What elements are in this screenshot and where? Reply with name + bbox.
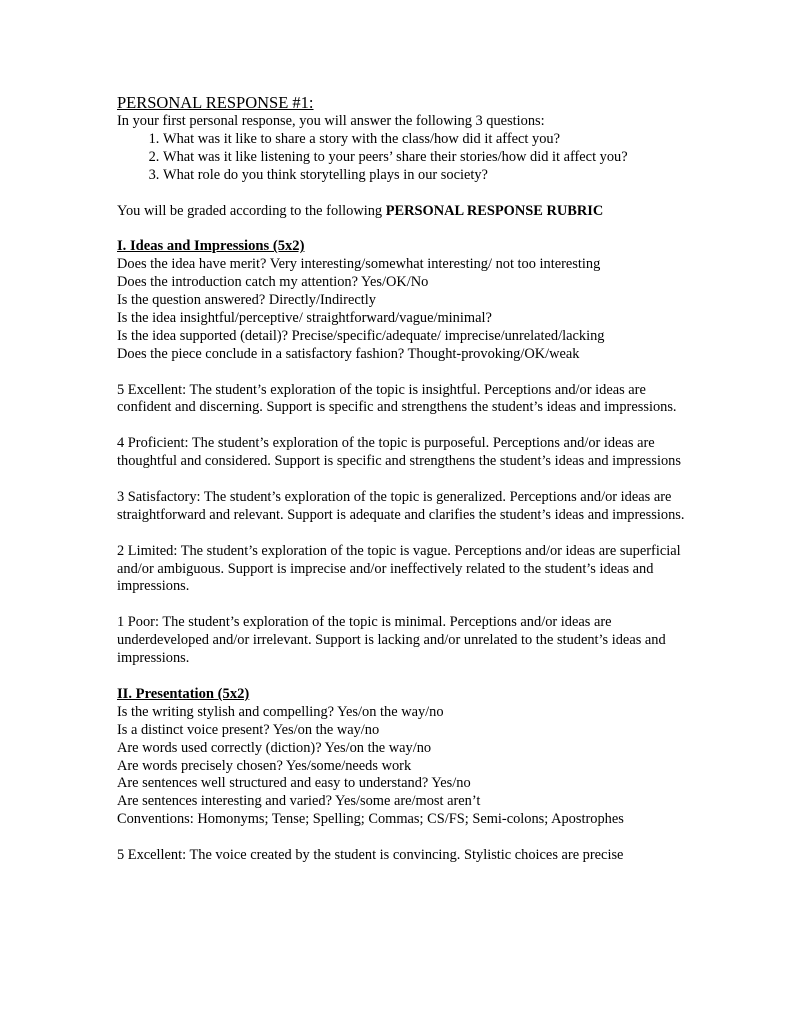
criterion-line: Is the writing stylish and compelling? Yes/on the way/no bbox=[117, 703, 444, 720]
criterion-line: Are sentences well structured and easy to understand? Yes/no bbox=[117, 775, 471, 792]
rubric-level-2: 2 Limited: The student’s exploration of the topic is vague. Perceptions and/or ideas are superficial and/or ambiguous. Support is imprecise and/or ineffectively related to the student’s ideas and impressions. bbox=[117, 542, 681, 595]
criterion-line: Is the question answered? Directly/Indirectly bbox=[117, 292, 376, 309]
criterion-line: Is the idea supported (detail)? Precise/specific/adequate/ imprecise/unrelated/lacking bbox=[117, 327, 605, 344]
criterion-line: Are sentences interesting and varied? Yes/some are/most aren’t bbox=[117, 793, 481, 810]
grading-statement bbox=[117, 203, 687, 221]
rubric-level-3: 3 Satisfactory: The student’s exploration of the topic is generalized. Perceptions and/or ideas are straightforward and relevant. Support is adequate and clarifies the student’s ideas and impressions. bbox=[117, 488, 685, 523]
criterion-line: Is a distinct voice present? Yes/on the way/no bbox=[117, 721, 380, 738]
rubric-level-1: 1 Poor: The student’s exploration of the topic is minimal. Perceptions and/or ideas are underdeveloped and/or irrelevant. Support is lacking and/or unrelated to the student’s ideas and impressions. bbox=[117, 614, 666, 667]
question-list bbox=[117, 131, 687, 185]
section-heading-presentation: II. Presentation (5x2) bbox=[117, 685, 250, 702]
criterion-line: Does the introduction catch my attention? Yes/OK/No bbox=[117, 274, 429, 291]
criterion-line: Is the idea insightful/perceptive/ straightforward/vague/minimal? bbox=[117, 309, 492, 326]
criterion-line: Conventions: Homonyms; Tense; Spelling; Commas; CS/FS; Semi-colons; Apostrophes bbox=[117, 811, 624, 828]
question-item: 3. What role do you think storytelling plays in our society? bbox=[163, 167, 687, 185]
document-page bbox=[117, 93, 687, 865]
grading-text: You will be graded according to the following bbox=[117, 202, 386, 219]
criterion-line: Does the idea have merit? Very interesting/somewhat interesting/ not too interesting bbox=[117, 256, 601, 273]
question-item: 1. What was it like to share a story with the class/how did it affect you? bbox=[163, 131, 687, 149]
rubric-name: PERSONAL RESPONSE RUBRIC bbox=[385, 202, 604, 219]
criterion-line: Does the piece conclude in a satisfactory fashion? Thought-provoking/OK/weak bbox=[117, 345, 580, 362]
intro-text: In your first personal response, you will answer the following 3 questions: bbox=[117, 113, 545, 129]
page-title: PERSONAL RESPONSE #1: bbox=[117, 93, 314, 112]
criterion-line: Are words used correctly (diction)? Yes/on the way/no bbox=[117, 739, 432, 756]
criterion-line: Are words precisely chosen? Yes/some/needs work bbox=[117, 757, 412, 774]
question-item: 2. What was it like listening to your peers’ share their stories/how did it affect you? bbox=[163, 149, 687, 167]
section-heading-ideas: I. Ideas and Impressions (5x2) bbox=[117, 238, 305, 255]
rubric-level-4: 4 Proficient: The student’s exploration of the topic is purposeful. Perceptions and/or ideas are thoughtful and considered. Support is specific and strengthens the student’s ideas and impressions bbox=[117, 435, 681, 470]
rubric-level-5: 5 Excellent: The student’s exploration of the topic is insightful. Perceptions and/or ideas are confident and discerning. Support is specific and strengthens the student’s ideas and impressions. bbox=[117, 381, 677, 416]
presentation-level-5: 5 Excellent: The voice created by the student is convincing. Stylistic choices are precise bbox=[117, 847, 624, 864]
